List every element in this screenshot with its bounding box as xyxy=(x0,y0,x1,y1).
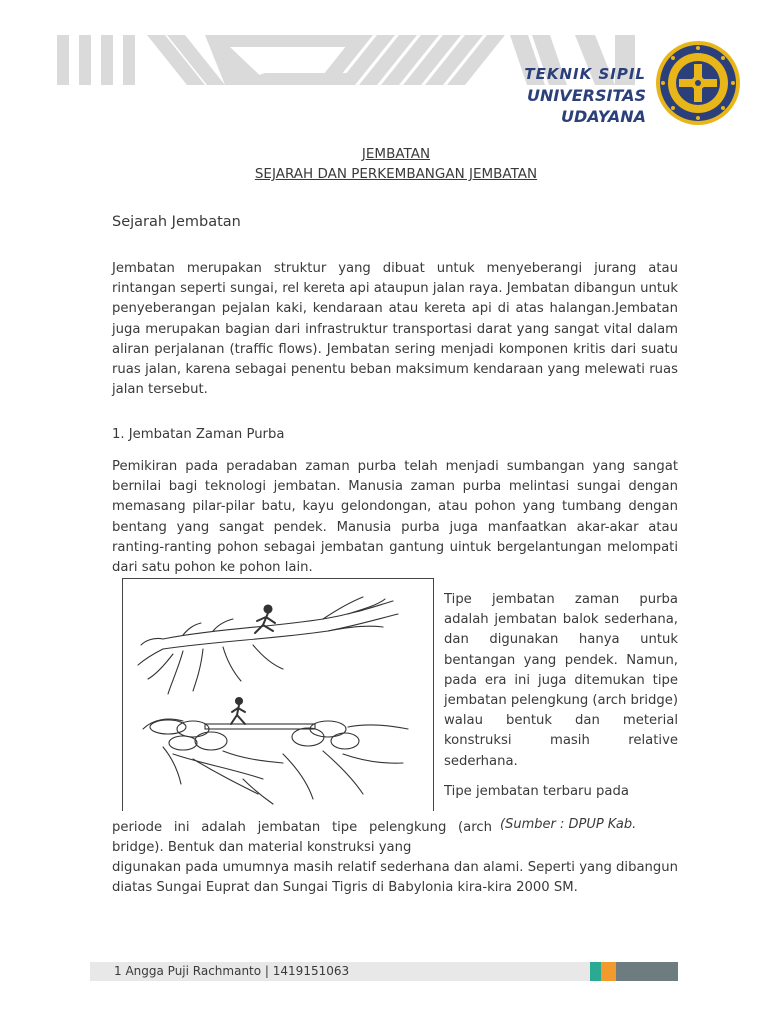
paragraph-period: periode ini adalah jembatan tipe pelengkung (arch bridge). Bentuk dan material konstruksi yang xyxy=(112,820,492,856)
page-footer xyxy=(90,962,678,981)
document-title: JEMBATAN xyxy=(361,146,431,162)
footer-accent-teal xyxy=(590,962,601,981)
paragraph-intro: Jembatan merupakan struktur yang dibuat untuk menyeberangi jurang atau rintangan seperti sungai, rel kereta api ataupun jalan raya. Jembatan dibangun untuk penyeberangan pejalan kaki, kendaraan atau kereta api di atas halangan.Jembatan juga merupakan bagian dari infrastruktur transportasi darat yang sangat vital dalam aliran perjalanan (traffic flows). Jembatan sering menjadi komponen kritis dari suatu ruas jalan, karena sebagai penentu beban maksimum kendaraan yang melewati ruas jalan tersebut. xyxy=(112,261,678,398)
faculty-name: TEKNIK SIPIL xyxy=(524,65,646,83)
paragraph-babylonia: digunakan pada umumnya masih relatif sederhana dan alami. Seperti yang dibangun diatas Sungai Euprat dan Sungai Tigris di Babylonia kira-kira 2000 SM. xyxy=(112,860,678,896)
paragraph-ancient: Pemikiran pada peradaban zaman purba telah menjadi sumbangan yang sangat bernilai bagi teknologi jembatan. Manusia zaman purba melintasi sungai dengan memasang pilar-pilar batu, kayu gelondongan, atau pohon yang tumbang dengan bentang yang sangat pendek. Manusia purba juga manfaatkan akar-akar atau ranting-ranting pohon sebagai jembatan gantung uintuk bergelantungan melompati dari satu pohon ke pohon lain. xyxy=(112,459,678,576)
ancient-bridge-illustration xyxy=(122,578,434,811)
footer-accent-orange xyxy=(601,962,616,981)
document-subtitle: SEJARAH DAN PERKEMBANGAN JEMBATAN xyxy=(254,166,538,182)
section-heading: Sejarah Jembatan xyxy=(112,214,241,230)
university-line1: UNIVERSITAS xyxy=(526,86,646,105)
header-title xyxy=(524,64,646,127)
footer-accent-gray xyxy=(616,962,678,981)
side-paragraph-types: Tipe jembatan zaman purba adalah jembatan balok sederhana, dan digunakan hanya untuk bentangan yang pendek. Namun, pada era ini juga ditemukan tipe jembatan pelengkung (arch bridge) walau bentuk dan meterial konstruksi masih relative sederhana. xyxy=(444,592,678,769)
footer-author: 1 Angga Puji Rachmanto | 1419151063 xyxy=(114,964,350,978)
figure-caption: (Sumber : DPUP Kab. xyxy=(500,817,637,832)
subsection-heading: 1. Jembatan Zaman Purba xyxy=(112,427,285,442)
university-line2: UDAYANA xyxy=(560,107,646,126)
side-paragraph-latest: Tipe jembatan terbaru pada xyxy=(444,784,629,799)
university-logo xyxy=(655,40,741,126)
